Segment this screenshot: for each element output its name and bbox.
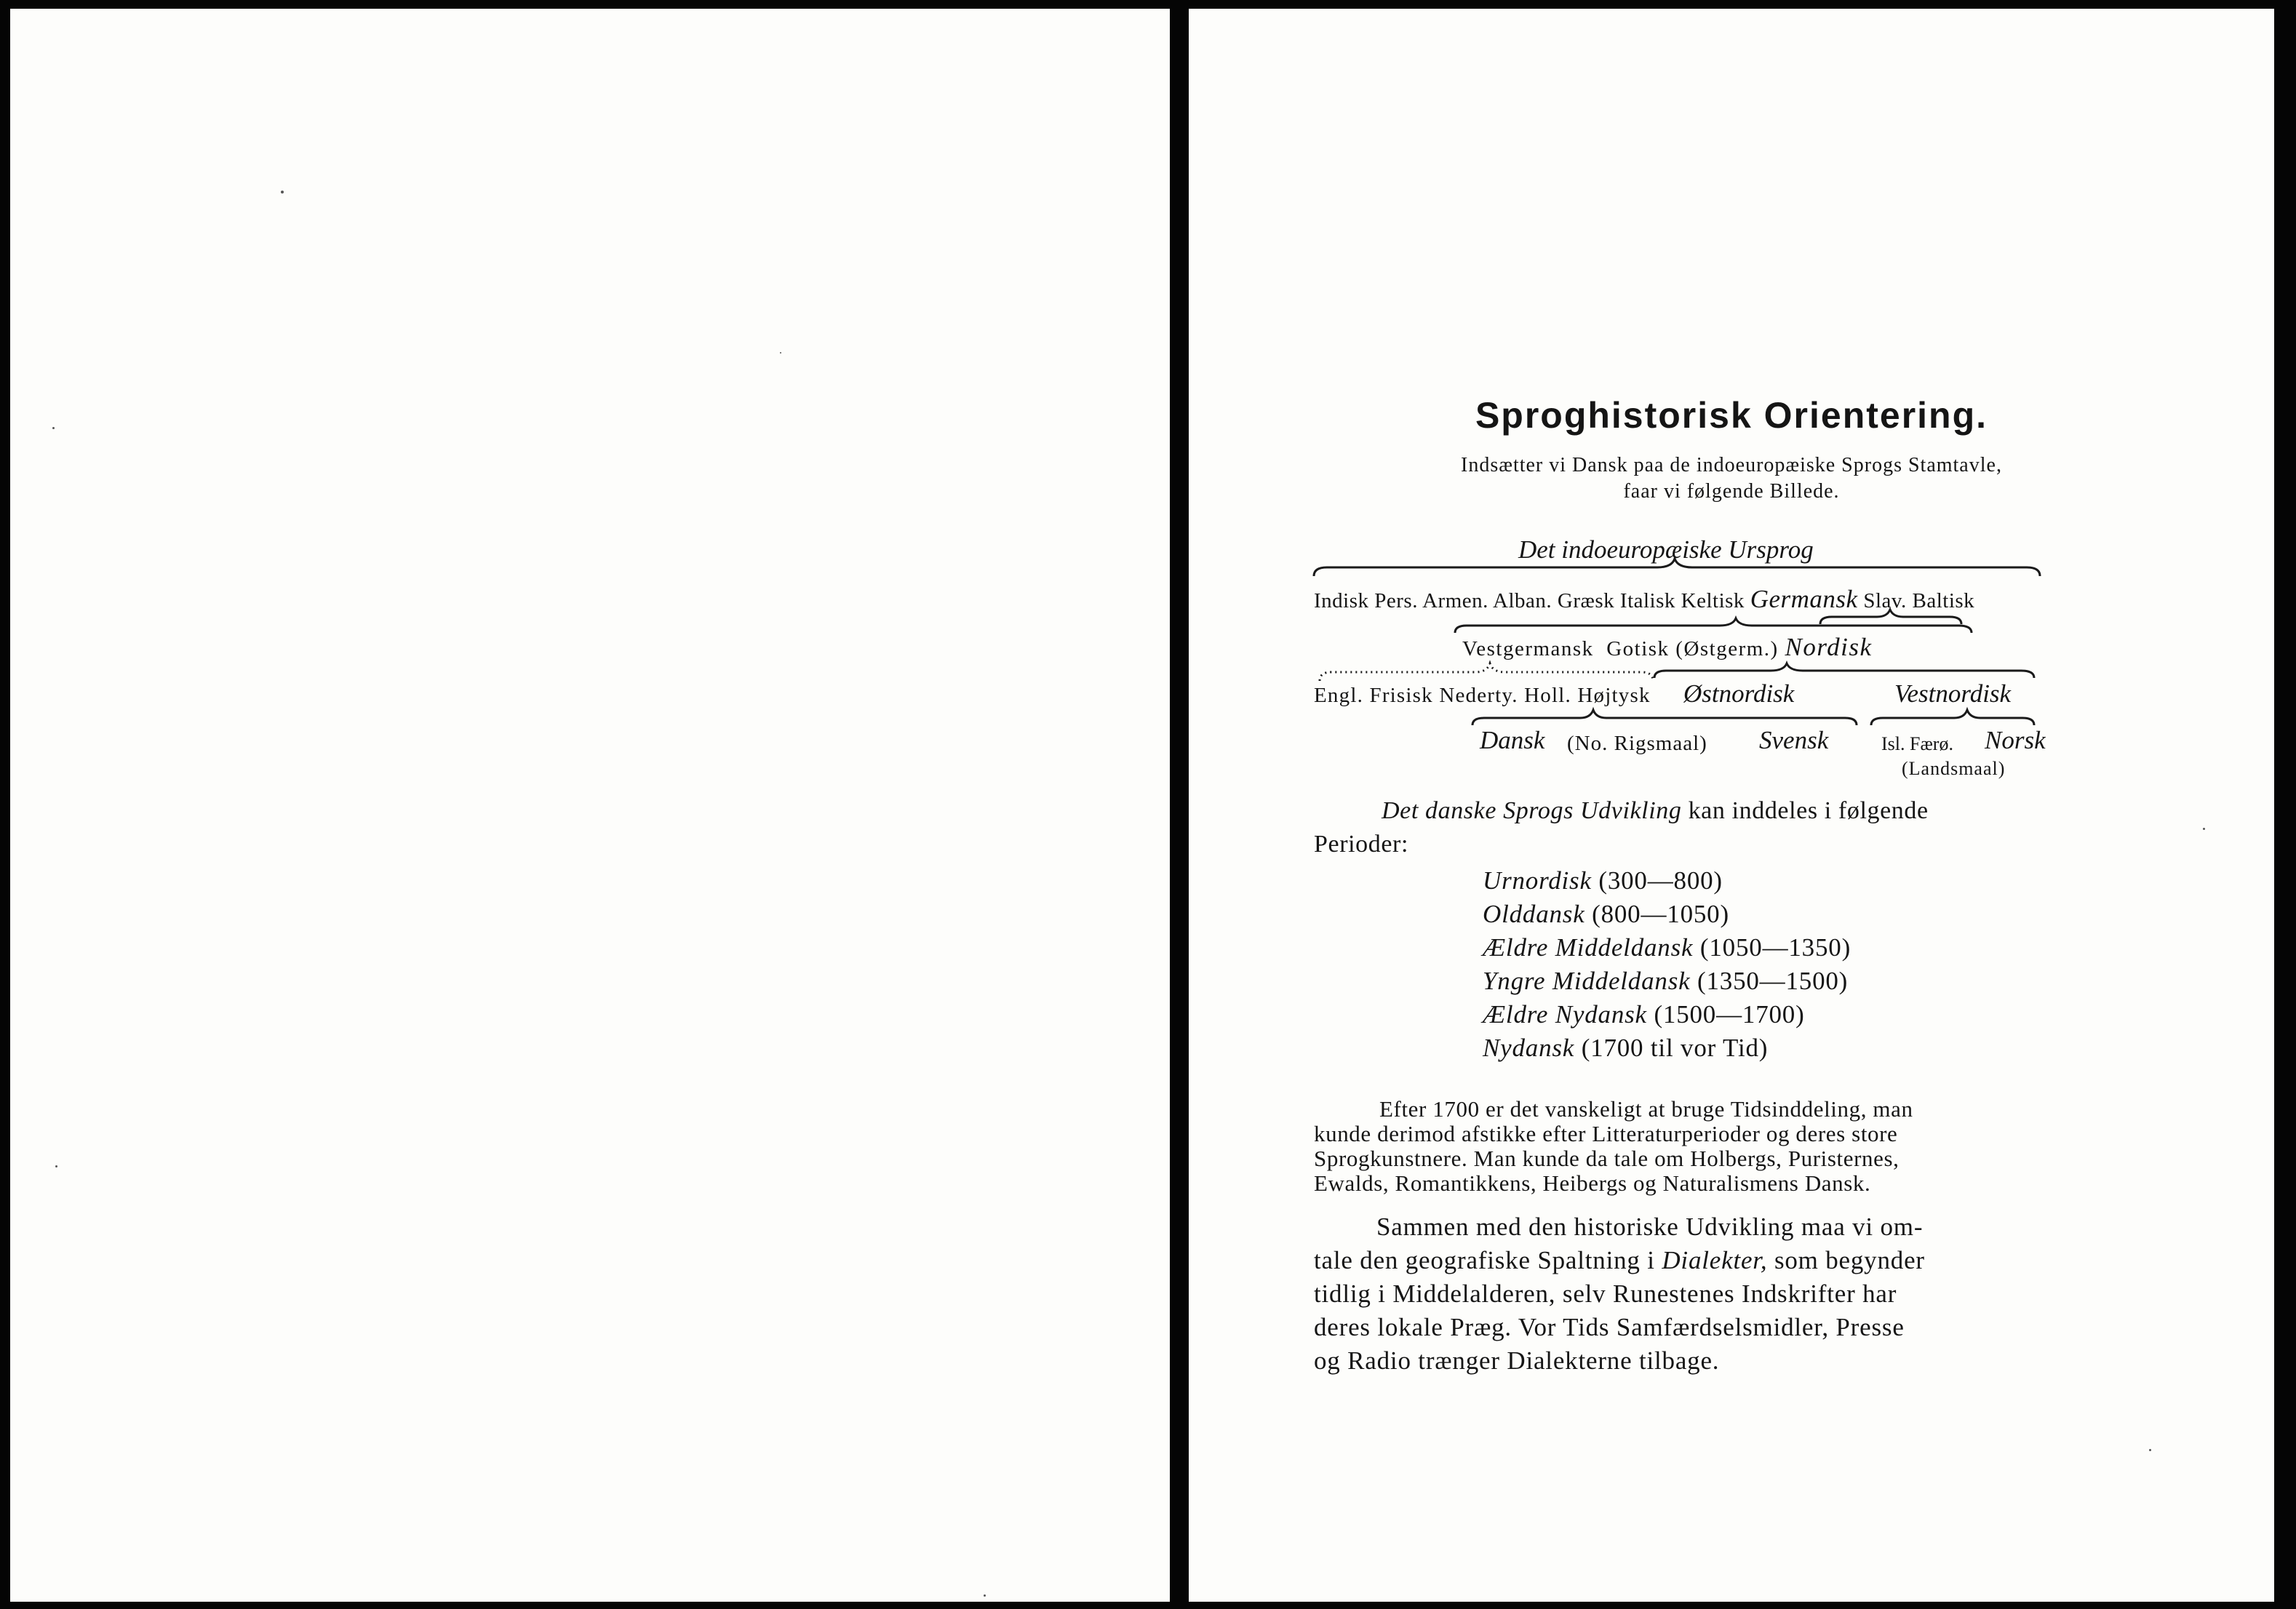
periods-intro-italic: Det danske Sprogs Udvikling (1382, 797, 1682, 824)
lang-faero: Færø. (1910, 733, 1953, 754)
paragraph-2-text: som begynder (1767, 1246, 1925, 1274)
lang-engl: Engl. (1314, 684, 1364, 707)
paragraph-2-line-2 (1314, 1244, 1925, 1277)
period-range: (1500—1700) (1654, 1000, 1805, 1029)
brace-ostnordisk (1472, 710, 1857, 725)
lang-hojtysk: Højtysk (1577, 684, 1651, 707)
period-item (1483, 931, 1851, 965)
period-range: (1350—1500) (1697, 967, 1849, 995)
lang-svensk: Svensk (1759, 726, 1829, 754)
paper-speck (52, 427, 55, 429)
paper-speck (984, 1594, 986, 1597)
brace-vestnordisk (1871, 710, 2034, 725)
paragraph-2-line-5: og Radio trænger Dialekterne tilbage. (1314, 1346, 1720, 1375)
lang-germansk: Germansk (1750, 585, 1858, 613)
period-name: Ældre Middeldansk (1483, 933, 1694, 962)
period-range: (1050—1350) (1699, 933, 1851, 962)
lang-ostnordisk: Østnordisk (1683, 679, 1795, 708)
period-item (1483, 864, 1723, 898)
period-name: Ældre Nydansk (1483, 1000, 1647, 1029)
tree-level-1 (1314, 585, 1974, 614)
lang-pers: Pers. (1374, 589, 1418, 612)
period-name: Yngre Middeldansk (1483, 967, 1691, 995)
paper-speck (281, 191, 284, 193)
tree-level-4-vest (1881, 733, 1953, 755)
paragraph-2-text: tale den geografiske Spaltning i (1314, 1246, 1662, 1274)
left-page-blank (10, 9, 1170, 1602)
lang-no-rigsmaal: (No. Rigsmaal) (1567, 732, 1707, 755)
lang-landsmaal: (Landsmaal) (1902, 758, 2006, 779)
lang-nederty: Nederty. (1439, 684, 1518, 707)
periods-intro-line-2: Perioder: (1314, 831, 1409, 858)
lang-baltisk: Baltisk (1912, 589, 1975, 612)
paragraph-1-line-3: Sprogkunstnere. Man kunde da tale om Holbergs, Puristernes, (1314, 1146, 1900, 1171)
period-item (1483, 965, 1848, 998)
tree-root: Det indoeuropæiske Ursprog (1518, 535, 1814, 564)
lang-frisisk: Frisisk (1369, 684, 1433, 707)
intro-line-1: Indsætter vi Dansk paa de indoeuropæiske Sprogs Stamtavle, (1461, 454, 2002, 476)
paragraph-1-line-2: kunde derimod afstikke efter Litteraturperioder og deres store (1314, 1121, 1898, 1146)
periods-intro-line-1 (1382, 794, 1929, 828)
period-range: (800—1050) (1592, 900, 1729, 928)
period-item (1483, 898, 1729, 931)
lang-alban: Alban. (1493, 589, 1552, 612)
lang-holl: Holl. (1524, 684, 1571, 707)
lang-gotisk: Gotisk (1606, 637, 1670, 660)
right-page (1189, 9, 2274, 1602)
lang-vestnordisk: Vestnordisk (1894, 679, 2012, 708)
lang-vestgermansk: Vestgermansk (1462, 637, 1594, 660)
period-name: Olddansk (1483, 900, 1585, 928)
paper-speck (2149, 1449, 2151, 1451)
lang-ostgerm: (Østgerm.) (1675, 637, 1779, 660)
brace-nordisk (1654, 663, 2034, 678)
paragraph-1-line-4: Ewalds, Romantikkens, Heibergs og Naturalismens Dansk. (1314, 1170, 1871, 1196)
paragraph-2-line-4: deres lokale Præg. Vor Tids Samfærdselsmidler, Presse (1314, 1313, 1905, 1341)
lang-dansk: Dansk (1480, 726, 1545, 754)
lang-graesk: Græsk (1557, 589, 1615, 612)
lang-keltisk: Keltisk (1681, 589, 1745, 612)
period-range: (1700 til vor Tid) (1581, 1034, 1769, 1062)
tree-level-2 (1462, 633, 1873, 662)
lang-slav: Slav. (1863, 589, 1907, 612)
page-title: Sproghistorisk Orientering. (1475, 395, 1988, 436)
lang-isl: Isl. (1881, 733, 1905, 754)
periods-intro-rest: kan inddeles i følgende (1681, 797, 1929, 824)
paper-speck (55, 1165, 57, 1167)
lang-norsk: Norsk (1985, 726, 2046, 754)
paper-speck (780, 352, 781, 354)
lang-nordisk: Nordisk (1785, 633, 1873, 661)
intro-line-2: faar vi følgende Billede. (1623, 480, 1840, 503)
period-item (1483, 998, 1805, 1031)
tree-level-3 (1314, 684, 1651, 708)
paper-speck (2203, 828, 2205, 830)
paragraph-1-line-1: Efter 1700 er det vanskeligt at bruge Tidsinddeling, man (1379, 1096, 1913, 1122)
period-name: Urnordisk (1483, 866, 1592, 895)
brace-vestgermansk-dotted (1320, 663, 1653, 681)
period-item (1483, 1031, 1768, 1065)
paragraph-2-line-1: Sammen med den historiske Udvikling maa vi om- (1376, 1213, 1924, 1241)
lang-armen: Armen. (1422, 589, 1488, 612)
brace-level2 (1455, 618, 1972, 633)
paragraph-2-line-3: tidlig i Middelalderen, selv Runestenes Indskrifter har (1314, 1279, 1897, 1308)
lang-italisk: Italisk (1619, 589, 1675, 612)
period-name: Nydansk (1483, 1034, 1575, 1062)
paragraph-2-italic-dialekter: Dialekter, (1662, 1246, 1768, 1274)
period-range: (300—800) (1598, 866, 1723, 895)
lang-indisk: Indisk (1314, 589, 1369, 612)
